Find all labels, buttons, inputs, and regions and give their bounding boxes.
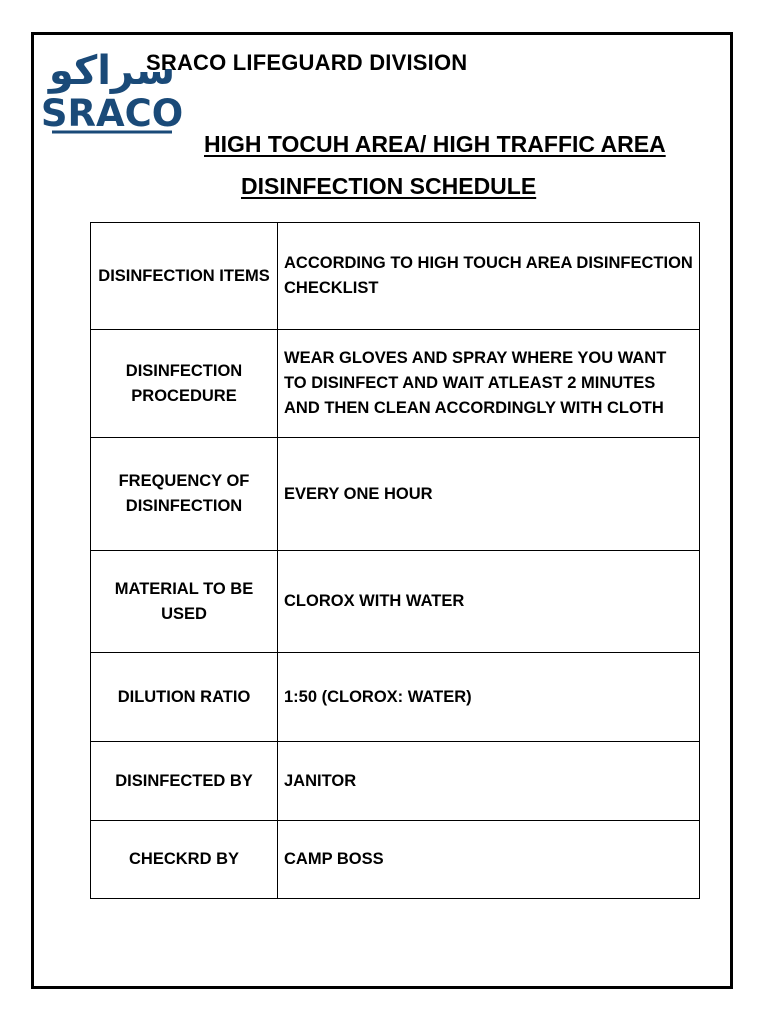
table-row — [91, 821, 700, 899]
row-label: CHECKRD BY — [91, 821, 278, 899]
table-row — [91, 742, 700, 821]
table-row — [91, 653, 700, 742]
row-label: FREQUENCY OF DISINFECTION — [91, 438, 278, 551]
document-title-line-2: DISINFECTION SCHEDULE — [241, 173, 537, 199]
row-value: ACCORDING TO HIGH TOUCH AREA DISINFECTION CHECKLIST — [278, 223, 700, 330]
row-value: EVERY ONE HOUR — [278, 438, 700, 551]
row-value: CAMP BOSS — [278, 821, 700, 899]
disinfection-schedule-table — [90, 222, 700, 899]
row-value: 1:50 (CLOROX: WATER) — [278, 653, 700, 742]
document-title-line-1: HIGH TOCUH AREA/ HIGH TRAFFIC AREA — [204, 131, 666, 157]
logo-latin-text: SRACO — [40, 92, 184, 135]
organization-title: SRACO LIFEGUARD DIVISION — [146, 50, 468, 75]
row-label: DILUTION RATIO — [91, 653, 278, 742]
row-label: DISINFECTION PROCEDURE — [91, 330, 278, 438]
row-label: DISINFECTED BY — [91, 742, 278, 821]
row-value: CLOROX WITH WATER — [278, 551, 700, 653]
row-value: WEAR GLOVES AND SPRAY WHERE YOU WANT TO DISINFECT AND WAIT ATLEAST 2 MINUTES AND THEN CLEAN ACCORDINGLY WITH CLOTH — [278, 330, 700, 438]
row-value: JANITOR — [278, 742, 700, 821]
table-row — [91, 438, 700, 551]
row-label: DISINFECTION ITEMS — [91, 223, 278, 330]
table-row — [91, 330, 700, 438]
table-row — [91, 551, 700, 653]
table-row — [91, 223, 700, 330]
row-label: MATERIAL TO BE USED — [91, 551, 278, 653]
logo-arabic-text: سراكو — [48, 48, 176, 94]
